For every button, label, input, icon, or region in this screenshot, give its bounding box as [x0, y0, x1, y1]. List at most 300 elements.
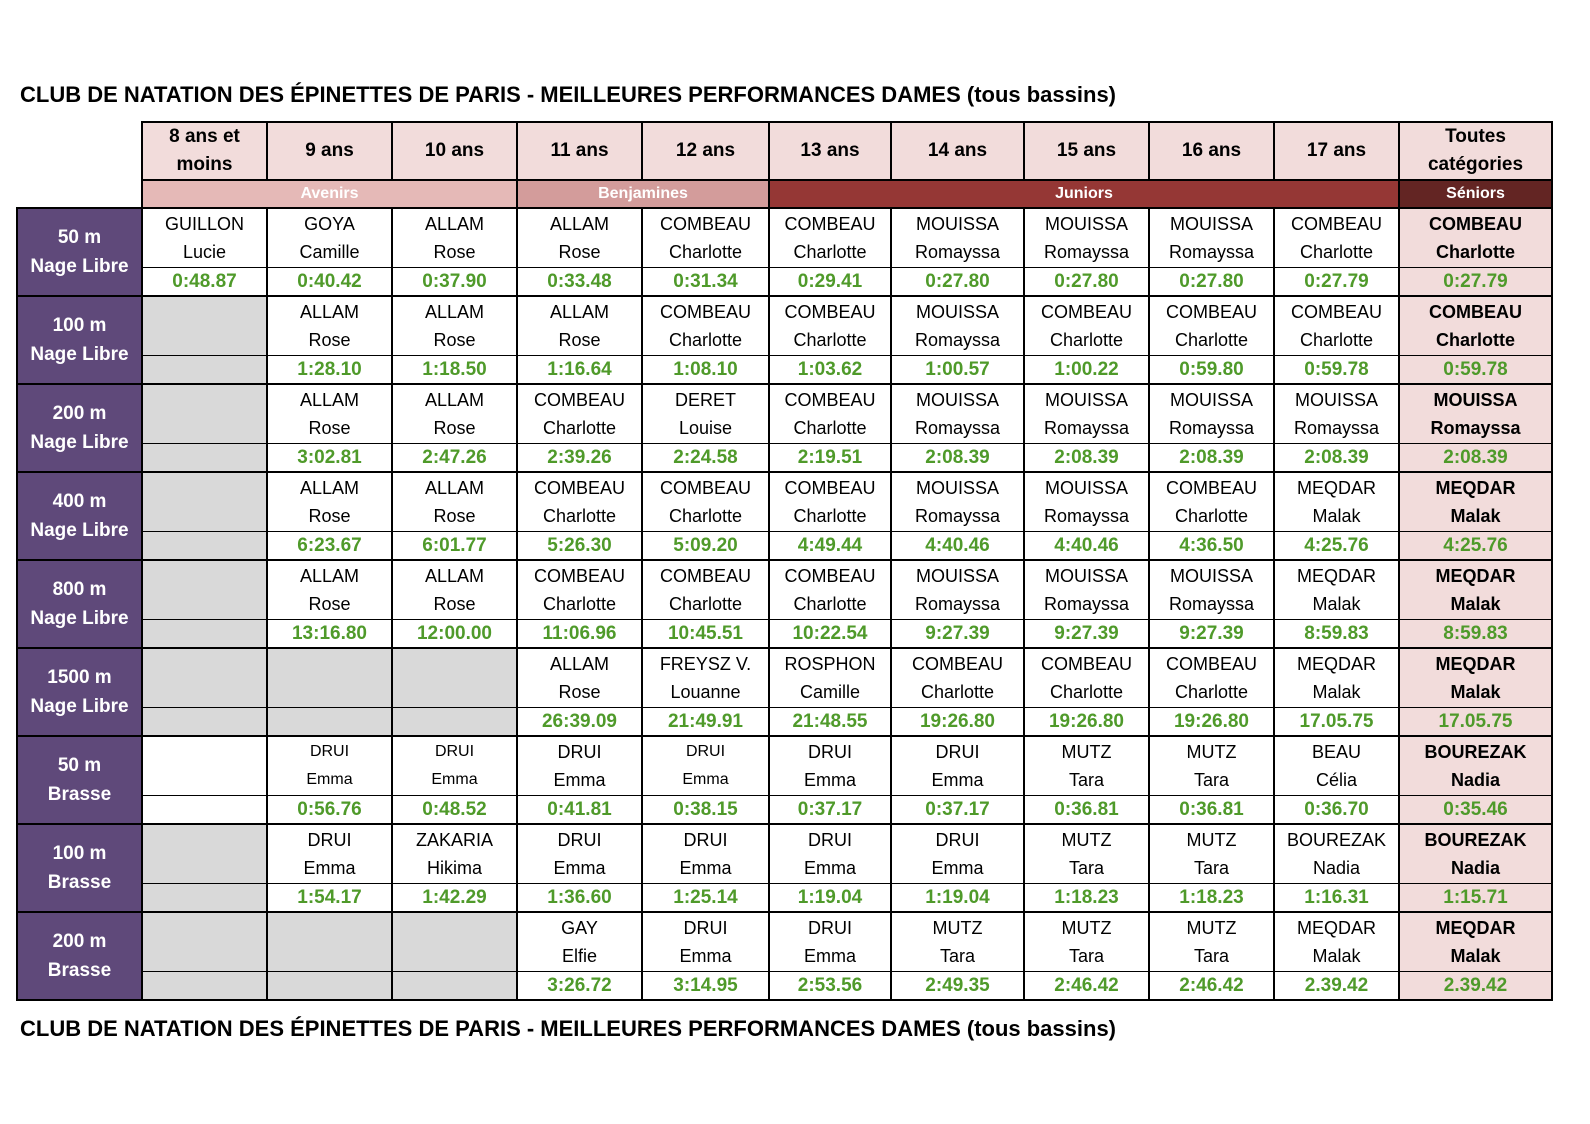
swimmer-name-cell [517, 912, 642, 972]
record-time: 0:27.80 [891, 268, 1024, 297]
swimmer-name-cell [642, 824, 769, 884]
swimmer-last-name: MOUISSA [1044, 390, 1128, 410]
swimmer-name-cell [517, 648, 642, 708]
swimmer-last-name: MEQDAR [1435, 654, 1516, 674]
swimmer-last-name: GAY [561, 918, 598, 938]
swimmer-name-cell [1149, 912, 1274, 972]
swimmer-last-name: COMBEAU [533, 390, 625, 410]
swimmer-name-cell [769, 472, 891, 532]
swimmer-last-name: COMBEAU [1165, 654, 1257, 674]
swimmer-name-cell [1399, 648, 1552, 708]
swimmer-name-cell [642, 648, 769, 708]
swimmer-name-cell [642, 296, 769, 356]
swimmer-first-name: Rose [308, 506, 351, 526]
swimmer-first-name: Romayssa [914, 506, 1001, 526]
swimmer-first-name: Charlotte [1174, 506, 1249, 526]
swimmer-name-cell [517, 560, 642, 620]
event-distance: 50 m [57, 227, 102, 248]
swimmer-name-cell [1024, 560, 1149, 620]
swimmer-first-name: Romayssa [914, 594, 1001, 614]
swimmer-last-name: DERET [674, 390, 736, 410]
swimmer-first-name: Malak [1450, 946, 1501, 966]
event-label [17, 560, 142, 648]
event-stroke: Brasse [47, 784, 112, 805]
record-time: 4:36.50 [1149, 532, 1274, 561]
swimmer-last-name: COMBEAU [1040, 654, 1132, 674]
record-time: 9:27.39 [891, 620, 1024, 649]
swimmer-first-name: Nadia [1450, 770, 1501, 790]
record-time: 0:37.17 [769, 796, 891, 825]
swimmer-name-cell [392, 208, 517, 268]
swimmer-first-name: Charlotte [1299, 242, 1374, 262]
swimmer-last-name: COMBEAU [784, 390, 876, 410]
event-time-row [17, 884, 1552, 913]
event-name-row [17, 296, 1552, 356]
record-time: 0:59.78 [1399, 356, 1552, 385]
swimmer-last-name: MEQDAR [1435, 566, 1516, 586]
swimmer-name-cell [267, 736, 392, 796]
swimmer-name-cell [642, 736, 769, 796]
swimmer-name-cell [891, 560, 1024, 620]
event-name-row [17, 472, 1552, 532]
swimmer-last-name: COMBEAU [1429, 214, 1522, 234]
record-time: 1:03.62 [769, 356, 891, 385]
category-seniors: Séniors [1399, 180, 1552, 208]
page-footer-title: CLUB DE NATATION DES ÉPINETTES DE PARIS - MEILLEURES PERFORMANCES DAMES (tous bassins) [20, 1016, 1117, 1041]
swimmer-last-name: COMBEAU [784, 478, 876, 498]
record-time: 2:46.42 [1024, 972, 1149, 1001]
swimmer-first-name: Tara [1068, 858, 1104, 878]
event-distance: 800 m [52, 579, 107, 600]
swimmer-name-cell [1149, 560, 1274, 620]
record-time: 4:25.76 [1274, 532, 1399, 561]
swimmer-first-name: Rose [308, 594, 351, 614]
swimmer-name-cell [891, 472, 1024, 532]
swimmer-last-name: MOUISSA [1044, 214, 1128, 234]
event-name-row [17, 736, 1552, 796]
swimmer-first-name: Tara [939, 946, 975, 966]
age-header-line: Toutes [1445, 126, 1506, 147]
swimmer-last-name: MUTZ [1186, 918, 1237, 938]
record-time: 1:00.57 [891, 356, 1024, 385]
swimmer-last-name: ZAKARIA [415, 830, 494, 850]
swimmer-first-name: Charlotte [793, 506, 867, 526]
swimmer-first-name: Emma [553, 770, 606, 790]
record-time: 19:26.80 [891, 708, 1024, 737]
record-time: 3:26.72 [517, 972, 642, 1001]
record-time: 2:08.39 [1024, 444, 1149, 473]
age-header-line: 16 ans [1181, 140, 1242, 161]
record-time: 5:26.30 [517, 532, 642, 561]
record-time: 2:19.51 [769, 444, 891, 473]
swimmer-name-cell [267, 472, 392, 532]
record-time: 0:36.70 [1274, 796, 1399, 825]
swimmer-last-name: BEAU [1311, 742, 1362, 762]
record-time: 0:36.81 [1024, 796, 1149, 825]
swimmer-name-cell [769, 912, 891, 972]
swimmer-first-name: Emma [931, 858, 984, 878]
swimmer-name-cell [1024, 472, 1149, 532]
swimmer-name-cell [891, 736, 1024, 796]
event-label [17, 736, 142, 824]
swimmer-name-cell [1149, 296, 1274, 356]
swimmer-name-cell [517, 384, 642, 444]
swimmer-last-name: COMBEAU [1429, 302, 1522, 322]
age-header-line: 17 ans [1306, 140, 1367, 161]
event-distance: 50 m [57, 755, 102, 776]
record-time: 6:23.67 [267, 532, 392, 561]
empty-cell [142, 736, 267, 796]
swimmer-last-name: ALLAM [299, 566, 360, 586]
empty-cell [142, 560, 267, 620]
swimmer-last-name: COMBEAU [1290, 302, 1382, 322]
swimmer-first-name: Nadia [1450, 858, 1501, 878]
age-header-cell [1274, 122, 1399, 180]
age-header-line: 15 ans [1056, 140, 1117, 161]
empty-cell [392, 912, 517, 972]
swimmer-name-cell [1274, 296, 1399, 356]
swimmer-last-name: COMBEAU [784, 214, 876, 234]
swimmer-last-name: ALLAM [424, 478, 485, 498]
event-distance: 100 m [52, 843, 107, 864]
swimmer-first-name: Romayssa [1043, 242, 1130, 262]
record-time: 4:49.44 [769, 532, 891, 561]
swimmer-first-name: Charlotte [668, 506, 743, 526]
event-stroke: Brasse [47, 960, 112, 981]
empty-cell [142, 884, 267, 913]
event-stroke: Nage Libre [30, 520, 129, 541]
record-time: 2:53.56 [769, 972, 891, 1001]
record-time: 0:27.80 [1024, 268, 1149, 297]
record-time: 2:24.58 [642, 444, 769, 473]
swimmer-name-cell [267, 824, 392, 884]
record-time: 2:46.42 [1149, 972, 1274, 1001]
swimmer-name-cell [517, 472, 642, 532]
age-header-line: 9 ans [305, 140, 354, 161]
record-time: 1:19.04 [769, 884, 891, 913]
swimmer-last-name: MOUISSA [1169, 214, 1253, 234]
swimmer-last-name: MUTZ [932, 918, 983, 938]
record-time: 0:37.17 [891, 796, 1024, 825]
swimmer-name-cell [142, 208, 267, 268]
swimmer-name-cell [517, 736, 642, 796]
record-time: 0:59.78 [1274, 356, 1399, 385]
record-time: 1:16.31 [1274, 884, 1399, 913]
swimmer-last-name: MOUISSA [915, 566, 999, 586]
swimmer-name-cell [1024, 824, 1149, 884]
swimmer-last-name: DRUI [808, 918, 852, 938]
record-time: 1:28.10 [267, 356, 392, 385]
swimmer-last-name: BOUREZAK [1424, 742, 1527, 762]
record-time: 0:29.41 [769, 268, 891, 297]
swimmer-last-name: ALLAM [299, 478, 360, 498]
swimmer-last-name: GUILLON [164, 214, 245, 234]
swimmer-first-name: Tara [1193, 946, 1229, 966]
event-label [17, 912, 142, 1000]
swimmer-last-name: DRUI [683, 830, 728, 850]
swimmer-last-name: COMBEAU [533, 478, 625, 498]
swimmer-last-name: COMBEAU [911, 654, 1003, 674]
empty-cell [392, 972, 517, 1001]
age-header-cell [267, 122, 392, 180]
swimmer-last-name: ALLAM [424, 302, 485, 322]
age-header-line: catégories [1427, 154, 1524, 175]
record-time: 2:39.26 [517, 444, 642, 473]
swimmer-name-cell [1399, 824, 1552, 884]
swimmer-name-cell [1149, 208, 1274, 268]
event-time-row [17, 972, 1552, 1001]
swimmer-last-name: COMBEAU [1290, 214, 1382, 234]
swimmer-last-name: MEQDAR [1435, 918, 1516, 938]
swimmer-last-name: DRUI [557, 830, 602, 850]
swimmer-last-name: MOUISSA [1433, 390, 1518, 410]
swimmer-last-name: BOUREZAK [1424, 830, 1527, 850]
swimmer-last-name: MOUISSA [915, 302, 999, 322]
swimmer-first-name: Charlotte [668, 330, 743, 350]
event-name-row [17, 384, 1552, 444]
age-header-cell [1149, 122, 1274, 180]
swimmer-last-name: DRUI [935, 742, 980, 762]
event-label [17, 208, 142, 296]
record-time: 2.39.42 [1274, 972, 1399, 1001]
swimmer-first-name: Charlotte [793, 418, 867, 438]
age-header-line: 10 ans [424, 140, 485, 161]
record-time: 6:01.77 [392, 532, 517, 561]
swimmer-first-name: Camille [799, 682, 860, 702]
event-time-row [17, 708, 1552, 737]
record-time: 0:37.90 [392, 268, 517, 297]
swimmer-last-name: COMBEAU [659, 214, 751, 234]
swimmer-last-name: DRUI [808, 830, 852, 850]
swimmer-first-name: Malak [1312, 946, 1361, 966]
event-name-row [17, 208, 1552, 268]
swimmer-last-name: ALLAM [549, 302, 610, 322]
swimmer-first-name: Emma [679, 946, 732, 966]
swimmer-name-cell [1399, 560, 1552, 620]
event-name-row [17, 648, 1552, 708]
swimmer-first-name: Charlotte [542, 418, 617, 438]
swimmer-first-name: Louanne [670, 682, 741, 702]
swimmer-last-name: MUTZ [1061, 830, 1112, 850]
empty-cell [267, 972, 392, 1001]
swimmer-last-name: MUTZ [1186, 742, 1237, 762]
swimmer-last-name: BOUREZAK [1286, 830, 1387, 850]
age-header-line: moins [176, 154, 233, 175]
record-time: 21:48.55 [769, 708, 891, 737]
empty-cell [142, 648, 267, 708]
empty-cell [392, 708, 517, 737]
swimmer-first-name: Charlotte [542, 506, 617, 526]
empty-cell [142, 796, 267, 825]
swimmer-last-name: MEQDAR [1296, 566, 1376, 586]
record-time: 3:02.81 [267, 444, 392, 473]
swimmer-first-name: Célia [1315, 770, 1358, 790]
record-time: 9:27.39 [1024, 620, 1149, 649]
swimmer-first-name: Nadia [1312, 858, 1361, 878]
swimmer-last-name: FREYSZ V. [659, 654, 752, 674]
record-time: 0:56.76 [267, 796, 392, 825]
swimmer-first-name: Romayssa [1430, 418, 1521, 438]
swimmer-name-cell [1024, 208, 1149, 268]
swimmer-first-name: Tara [1193, 770, 1229, 790]
empty-cell [142, 532, 267, 561]
swimmer-name-cell [1399, 208, 1552, 268]
empty-cell [142, 972, 267, 1001]
record-time: 1:42.29 [392, 884, 517, 913]
empty-cell [392, 648, 517, 708]
swimmer-name-cell [642, 208, 769, 268]
swimmer-name-cell [769, 296, 891, 356]
record-time: 5:09.20 [642, 532, 769, 561]
swimmer-name-cell [769, 208, 891, 268]
swimmer-name-cell [1399, 384, 1552, 444]
swimmer-last-name: MOUISSA [1169, 390, 1253, 410]
record-time: 12:00.00 [392, 620, 517, 649]
event-time-row [17, 620, 1552, 649]
swimmer-first-name: Rose [433, 506, 476, 526]
event-time-row [17, 268, 1552, 297]
record-time: 2:49.35 [891, 972, 1024, 1001]
swimmer-first-name: Romayssa [1043, 418, 1130, 438]
swimmer-last-name: ALLAM [549, 214, 610, 234]
swimmer-first-name: Emma [682, 771, 729, 788]
swimmer-last-name: COMBEAU [784, 302, 876, 322]
record-time: 2:47.26 [392, 444, 517, 473]
swimmer-last-name: DRUI [683, 918, 728, 938]
swimmer-first-name: Rose [308, 418, 351, 438]
swimmer-name-cell [1274, 384, 1399, 444]
swimmer-name-cell [891, 824, 1024, 884]
swimmer-name-cell [642, 560, 769, 620]
event-distance: 200 m [52, 931, 107, 952]
swimmer-first-name: Rose [433, 594, 476, 614]
record-time: 17.05.75 [1274, 708, 1399, 737]
event-label [17, 648, 142, 736]
event-label [17, 472, 142, 560]
record-time: 1:08.10 [642, 356, 769, 385]
event-stroke: Nage Libre [30, 432, 129, 453]
swimmer-last-name: MUTZ [1061, 918, 1112, 938]
swimmer-first-name: Rose [558, 242, 601, 262]
age-header-cell [891, 122, 1024, 180]
swimmer-name-cell [642, 384, 769, 444]
record-time: 0:27.79 [1274, 268, 1399, 297]
empty-cell [142, 912, 267, 972]
swimmer-name-cell [267, 384, 392, 444]
record-time: 0:48.52 [392, 796, 517, 825]
event-name-row [17, 560, 1552, 620]
age-header-line: 14 ans [927, 140, 988, 161]
record-time: 0:48.87 [142, 268, 267, 297]
record-time: 19:26.80 [1149, 708, 1274, 737]
age-header-line: 13 ans [800, 140, 860, 161]
swimmer-last-name: DRUI [935, 830, 980, 850]
swimmer-first-name: Emma [553, 858, 606, 878]
swimmer-first-name: Malak [1450, 506, 1501, 526]
swimmer-first-name: Romayssa [914, 418, 1001, 438]
swimmer-name-cell [769, 384, 891, 444]
swimmer-last-name: MOUISSA [1044, 566, 1128, 586]
swimmer-last-name: ALLAM [424, 566, 485, 586]
swimmer-first-name: Romayssa [1293, 418, 1380, 438]
swimmer-name-cell [1024, 296, 1149, 356]
swimmer-first-name: Charlotte [1435, 330, 1515, 350]
swimmer-first-name: Emma [431, 771, 478, 788]
swimmer-last-name: COMBEAU [659, 566, 751, 586]
swimmer-first-name: Louise [678, 418, 733, 438]
swimmer-name-cell [1399, 912, 1552, 972]
record-time: 0:38.15 [642, 796, 769, 825]
swimmer-name-cell [769, 736, 891, 796]
record-time: 1:18.23 [1024, 884, 1149, 913]
swimmer-first-name: Malak [1450, 594, 1501, 614]
swimmer-name-cell [891, 384, 1024, 444]
record-time: 0:35.46 [1399, 796, 1552, 825]
swimmer-name-cell [1024, 384, 1149, 444]
swimmer-name-cell [1274, 648, 1399, 708]
record-time: 1:18.23 [1149, 884, 1274, 913]
record-time: 4:40.46 [891, 532, 1024, 561]
swimmer-last-name: ALLAM [424, 214, 485, 234]
event-stroke: Nage Libre [30, 608, 129, 629]
swimmer-last-name: COMBEAU [784, 566, 876, 586]
record-time: 1:54.17 [267, 884, 392, 913]
record-time: 0:36.81 [1149, 796, 1274, 825]
swimmer-last-name: MOUISSA [915, 478, 999, 498]
swimmer-first-name: Charlotte [793, 594, 867, 614]
swimmer-last-name: GOYA [304, 214, 355, 234]
swimmer-name-cell [517, 824, 642, 884]
event-label [17, 384, 142, 472]
swimmer-name-cell [891, 296, 1024, 356]
event-distance: 200 m [52, 403, 107, 424]
swimmer-first-name: Malak [1450, 682, 1501, 702]
event-stroke: Nage Libre [30, 696, 129, 717]
record-time: 0:59.80 [1149, 356, 1274, 385]
swimmer-name-cell [1149, 736, 1274, 796]
record-time: 1:25.14 [642, 884, 769, 913]
swimmer-name-cell [267, 560, 392, 620]
swimmer-first-name: Charlotte [542, 594, 617, 614]
swimmer-first-name: Hikima [426, 858, 482, 878]
swimmer-last-name: MEQDAR [1435, 478, 1516, 498]
swimmer-last-name: DRUI [808, 742, 852, 762]
empty-cell [142, 620, 267, 649]
swimmer-first-name: Rose [558, 330, 601, 350]
record-time: 2:08.39 [1274, 444, 1399, 473]
swimmer-last-name: ALLAM [299, 302, 360, 322]
swimmer-name-cell [769, 824, 891, 884]
swimmer-last-name: MEQDAR [1296, 478, 1376, 498]
swimmer-first-name: Rose [558, 682, 601, 702]
swimmer-name-cell [517, 296, 642, 356]
swimmer-first-name: Rose [308, 330, 351, 350]
swimmer-name-cell [392, 296, 517, 356]
swimmer-first-name: Malak [1312, 682, 1361, 702]
swimmer-name-cell [1024, 648, 1149, 708]
record-time: 13:16.80 [267, 620, 392, 649]
age-header-cell [142, 122, 267, 180]
swimmer-first-name: Charlotte [1299, 330, 1374, 350]
swimmer-name-cell [392, 560, 517, 620]
swimmer-first-name: Charlotte [1174, 330, 1249, 350]
event-stroke: Nage Libre [30, 344, 129, 365]
event-stroke: Brasse [47, 872, 112, 893]
event-stroke: Nage Libre [30, 256, 129, 277]
swimmer-last-name: COMBEAU [1165, 478, 1257, 498]
swimmer-first-name: Emma [679, 858, 732, 878]
swimmer-first-name: Charlotte [668, 594, 743, 614]
